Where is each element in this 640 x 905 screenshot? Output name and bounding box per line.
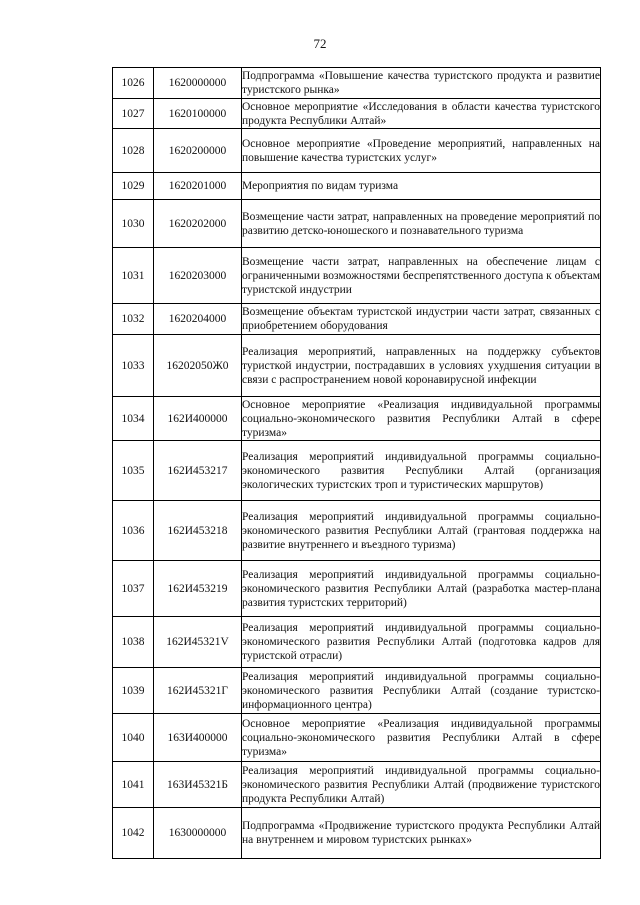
row-number: 1038: [113, 617, 154, 668]
table-row: [113, 99, 601, 129]
row-code: 162И453219: [154, 561, 242, 617]
row-description: Реализация мероприятий, направленных на поддержку субъектов туристкой индустрии, пострадавших в условиях ухудшения ситуации в связи с распространением новой коронавирусной инфекции: [242, 335, 601, 397]
row-code: 162И45321Г: [154, 668, 242, 714]
table-row: [113, 808, 601, 859]
row-code: 162И453218: [154, 501, 242, 561]
row-description: Подпрограмма «Повышение качества туристского продукта и развитие туристского рынка»: [242, 68, 601, 99]
row-number: 1039: [113, 668, 154, 714]
table-row: [113, 501, 601, 561]
table-row: [113, 304, 601, 335]
row-description: Мероприятия по видам туризма: [242, 173, 601, 200]
row-code: 1620204000: [154, 304, 242, 335]
row-description: Основное мероприятие «Исследования в области качества туристского продукта Республики Алтай»: [242, 100, 600, 127]
row-code: 1620201000: [154, 173, 242, 200]
table-row: [113, 714, 601, 762]
row-number: 1031: [113, 248, 154, 304]
row-description: Возмещение части затрат, направленных на проведение мероприятий по развитию детско-юношеского и познавательного туризма: [242, 200, 601, 248]
row-description: Основное мероприятие «Реализация индивидуальной программы социально-экономического развития Республики Алтай в сфере туризма»: [242, 398, 600, 439]
row-number: 1026: [113, 68, 154, 99]
row-number: 1029: [113, 173, 154, 200]
row-code: 1620000000: [154, 68, 242, 99]
row-code: 162И453217: [154, 441, 242, 501]
table-row: [113, 248, 601, 304]
row-code: 163И45321Б: [154, 762, 242, 808]
table-row: [113, 173, 601, 200]
row-description: Основное мероприятие «Реализация индивидуальной программы социально-экономического развития Республики Алтай в сфере туризма»: [242, 714, 601, 762]
row-description: Реализация мероприятий индивидуальной программы социально-экономического развития Республики Алтай (организация экологических туристских троп и туристических маршрутов): [242, 441, 601, 501]
row-number: 1035: [113, 441, 154, 501]
table-row: [113, 68, 601, 99]
code-table: [112, 67, 601, 859]
row-description: Возмещение объектам туристской индустрии части затрат, связанных с приобретением оборудования: [242, 304, 601, 335]
page-number: 72: [313, 36, 327, 51]
row-number: 1041: [113, 762, 154, 808]
row-description: Возмещение части затрат, направленных на обеспечение лицам с ограниченными возможностями беспрепятственного доступа к объектам туристской индустрии: [242, 248, 601, 304]
row-code: 16202050Ж0: [154, 335, 242, 397]
row-number: 1028: [113, 129, 154, 173]
row-code: 1620200000: [154, 129, 242, 173]
table-row: [113, 335, 601, 397]
row-description: Основное мероприятие «Проведение мероприятий, направленных на повышение качества туристских услуг»: [242, 129, 601, 173]
row-code: 1620203000: [154, 248, 242, 304]
table-row: [113, 668, 601, 714]
row-number: 1033: [113, 335, 154, 397]
row-number: 1042: [113, 808, 154, 859]
row-number: 1027: [113, 99, 154, 129]
row-description: Подпрограмма «Продвижение туристского продукта Республики Алтай на внутреннем и мировом туристских рынках»: [242, 808, 601, 859]
row-code: 1630000000: [154, 808, 242, 859]
row-code: 162И45321V: [154, 617, 242, 668]
row-code: 1620202000: [154, 200, 242, 248]
row-number: 1040: [113, 714, 154, 762]
table-row: [113, 441, 601, 501]
row-code: 1620100000: [154, 99, 242, 129]
row-description: Реализация мероприятий индивидуальной программы социально-экономического развития Республики Алтай (подготовка кадров для туристской отрасли): [242, 617, 601, 668]
row-number: 1030: [113, 200, 154, 248]
row-code: 162И400000: [154, 397, 242, 441]
row-number: 1036: [113, 501, 154, 561]
row-number: 1032: [113, 304, 154, 335]
table-row: [113, 617, 601, 668]
table-row: [113, 561, 601, 617]
table-row: [113, 397, 601, 441]
table-row: [113, 200, 601, 248]
row-description: Реализация мероприятий индивидуальной программы социально-экономического развития Республики Алтай (разработка мастер-плана развития туристских территорий): [242, 561, 601, 617]
table-row: [113, 129, 601, 173]
row-description: Реализация мероприятий индивидуальной программы социально-экономического развития Республики Алтай (создание туристско-информационного центра): [242, 668, 601, 714]
row-number: 1034: [113, 397, 154, 441]
row-number: 1037: [113, 561, 154, 617]
row-code: 163И400000: [154, 714, 242, 762]
table-row: [113, 762, 601, 808]
row-description: Реализация мероприятий индивидуальной программы социально-экономического развития Республики Алтай (грантовая поддержка на развитие внутреннего и въездного туризма): [242, 501, 601, 561]
row-description: Реализация мероприятий индивидуальной программы социально-экономического развития Республики Алтай (продвижение туристского продукта Республики Алтай): [242, 762, 601, 808]
